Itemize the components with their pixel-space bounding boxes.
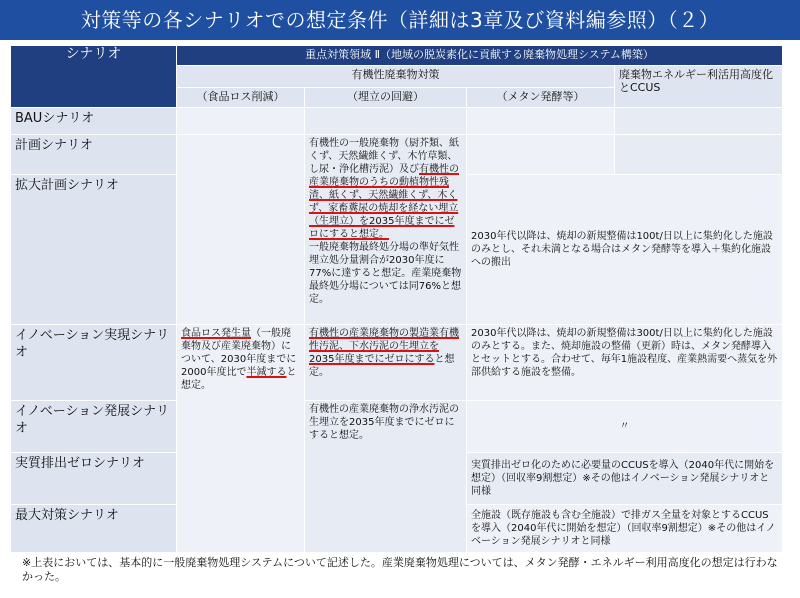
row-bau: BAUシナリオ [11, 108, 177, 135]
header-methane: （メタン発酵等） [467, 88, 615, 108]
landfill-plan-text-b: 有機性の産業廃棄物のうちの動植物性残渣、紙くず、天然繊維くず、木くず、家畜糞尿の焼却を経ない埋立（生埋立）を2035年度までにゼロにすると想定。 [309, 164, 459, 240]
landfill-plan-text-c: 一般廃棄物最終処分場の準好気性埋立処分量割合が2030年度に77%に達すると想定。産業廃棄物最終処分場については同76%と想定。 [309, 242, 462, 305]
cell-energy-expand: 2030年代以降は、焼却の新規整備は100t/日以上に集約化した施設のみとし、それ未満となる場合はメタン発酵等を導入＋集約化施設への搬出 [467, 175, 783, 325]
food-text-a: 食品ロス発生量 [181, 328, 251, 339]
footnote: ※上表においては、基本的に一般廃棄物処理システムについて記述した。産業廃棄物処理については、メタン発酵・エネルギー利用高度化の想定は行わなかった。 [22, 556, 778, 583]
header-food: （食品ロス削減） [177, 88, 305, 108]
page-title: 対策等の各シナリオでの想定条件（詳細は3章及び資料編参照）（２） [0, 0, 800, 40]
cell-landfill-plan [305, 135, 467, 325]
header-organic: 有機性廃棄物対策 [177, 66, 615, 88]
cell-energy-dev: 〃 [467, 401, 783, 453]
food-text-c: 半減する [246, 367, 287, 378]
cell-food-empty [177, 135, 305, 325]
cell-bau-landfill [305, 108, 467, 135]
landfill-innov-text-a: 有機性の産業廃棄物の製造業有機性汚泥、下水汚泥の生埋立を2035年度までにゼロにする [309, 328, 459, 365]
landfill-plan-text-a: 有機性の一般廃棄物（厨芥類、紙くず、天然繊維くず、木竹草類、し尿・浄化槽汚泥）及び [309, 138, 459, 175]
food-text-b: （一般廃棄物及び産業廃棄物）について、2030年度までに2000年度比で [181, 328, 297, 378]
header-landfill: （埋立の回避） [305, 88, 467, 108]
row-innov: イノベーション実現シナリオ [11, 325, 177, 401]
landfill-innov-text-b: と想定。 [309, 354, 455, 378]
cell-landfill-dev: 有機性の産業廃棄物の浄水汚泥の生埋立を2035年度までにゼロにすると想定。 [305, 401, 467, 553]
cell-landfill-innov [305, 325, 467, 401]
cell-energy-max: 全施設（既存施設も含む全施設）で排ガス全量を対象とするCCUSを導入（2040年代に開始を想定）（回収率9割想定）※その他はイノベーション発展シナリオと同様 [467, 505, 783, 553]
header-scenario: シナリオ [11, 46, 177, 108]
row-expand: 拡大計画シナリオ [11, 175, 177, 325]
header-energy: 廃棄物エネルギー利活用高度化とCCUS [615, 66, 783, 108]
scenario-table [10, 45, 783, 553]
cell-bau-food [177, 108, 305, 135]
row-zero: 実質排出ゼロシナリオ [11, 453, 177, 505]
cell-plan-methane [467, 135, 615, 175]
row-max: 最大対策シナリオ [11, 505, 177, 553]
cell-food [177, 325, 305, 553]
food-text-d: と想定。 [181, 367, 297, 391]
row-plan: 計画シナリオ [11, 135, 177, 175]
cell-plan-energy [615, 135, 783, 175]
cell-bau-methane [467, 108, 615, 135]
header-domain: 重点対策領域 Ⅱ（地域の脱炭素化に貢献する廃棄物処理システム構築） [177, 46, 783, 66]
cell-energy-zero: 実質排出ゼロ化のために必要量のCCUSを導入（2040年代に開始を想定）（回収率9割想定）※その他はイノベーション発展シナリオと同様 [467, 453, 783, 505]
cell-energy-innov: 2030年代以降は、焼却の新規整備は300t/日以上に集約化した施設のみとする。また、焼却施設の整備（更新）時は、メタン発酵導入とセットとする。合わせて、毎年1施設程度、産業熱需要へ蒸気を外部供給する施設を整備。 [467, 325, 783, 401]
cell-bau-energy [615, 108, 783, 135]
row-innov-dev: イノベーション発展シナリオ [11, 401, 177, 453]
